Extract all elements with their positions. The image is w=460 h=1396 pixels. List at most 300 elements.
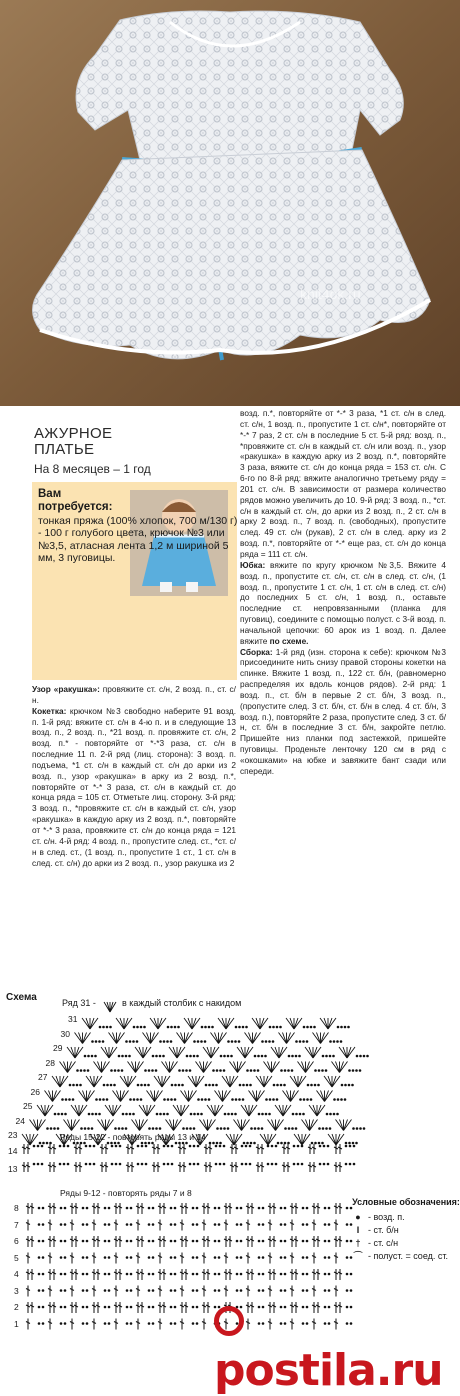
chain-dot bbox=[336, 1113, 339, 1116]
fan-stitch bbox=[290, 1076, 298, 1087]
title-line-2: ПЛАТЬЕ bbox=[34, 441, 95, 458]
chain-dot bbox=[240, 1223, 243, 1226]
chain-dot bbox=[223, 1069, 226, 1072]
chain-dot bbox=[121, 1127, 124, 1130]
fan-stitch bbox=[287, 1091, 291, 1102]
fan-stitch bbox=[226, 1134, 234, 1145]
chain-dot bbox=[167, 1163, 170, 1166]
fan-stitch bbox=[283, 1091, 291, 1102]
fan-stitch bbox=[147, 1105, 155, 1116]
fan-stitch bbox=[260, 1018, 268, 1029]
chain-dot bbox=[54, 1113, 57, 1116]
chain-dot bbox=[192, 1306, 195, 1309]
chain-dot bbox=[171, 1163, 174, 1166]
chain-dot bbox=[80, 1142, 83, 1145]
chain-dot bbox=[223, 1163, 226, 1166]
chain-dot bbox=[236, 1240, 239, 1243]
chain-dot bbox=[223, 1055, 226, 1058]
chain-dot bbox=[345, 1163, 348, 1166]
chain-dot bbox=[114, 1127, 117, 1130]
legend-text-chain: - возд. п. bbox=[368, 1212, 405, 1222]
fan-stitch bbox=[344, 1120, 348, 1131]
chain-dot bbox=[329, 1127, 332, 1130]
chain-dot bbox=[174, 1084, 177, 1087]
fan-stitch bbox=[192, 1018, 200, 1029]
chain-dot bbox=[82, 1256, 85, 1259]
fan-stitch bbox=[98, 1120, 106, 1131]
chain-dot bbox=[185, 1142, 188, 1145]
fan-stitch bbox=[79, 1091, 87, 1102]
fan-stitch bbox=[302, 1120, 310, 1131]
chain-dot bbox=[322, 1127, 325, 1130]
chain-dot bbox=[258, 1113, 261, 1116]
fan-stitch bbox=[188, 1018, 192, 1029]
chain-dot bbox=[318, 1069, 321, 1072]
chain-dot bbox=[38, 1322, 41, 1325]
chain-dot bbox=[306, 1098, 309, 1101]
chain-dot bbox=[145, 1145, 148, 1148]
chain-dot bbox=[119, 1163, 122, 1166]
chain-dot bbox=[85, 1163, 88, 1166]
row-number: 25 bbox=[23, 1101, 33, 1111]
chain-dot bbox=[64, 1306, 67, 1309]
chain-dot bbox=[196, 1223, 199, 1226]
fan-stitch bbox=[181, 1105, 189, 1116]
chain-dot bbox=[306, 1256, 309, 1259]
chain-dot bbox=[204, 1026, 207, 1029]
chain-dot bbox=[152, 1289, 155, 1292]
chain-dot bbox=[129, 1113, 132, 1116]
chain-dot bbox=[148, 1240, 151, 1243]
crochet-scheme bbox=[0, 984, 460, 1396]
chain-dot bbox=[340, 1026, 343, 1029]
chain-dot bbox=[318, 1142, 321, 1145]
chain-dot bbox=[130, 1273, 133, 1276]
chain-dot bbox=[299, 1098, 302, 1101]
chain-dot bbox=[148, 1289, 151, 1292]
chain-dot bbox=[133, 1026, 136, 1029]
fan-stitch bbox=[324, 1018, 328, 1029]
fan-stitch bbox=[291, 1091, 299, 1102]
chain-dot bbox=[265, 1040, 268, 1043]
chain-dot bbox=[348, 1142, 351, 1145]
chain-dot bbox=[333, 1113, 336, 1116]
chain-dot bbox=[95, 1113, 98, 1116]
fan-stitch bbox=[109, 1033, 117, 1044]
chain-dot bbox=[277, 1142, 280, 1145]
chain-dot bbox=[262, 1289, 265, 1292]
fan-stitch bbox=[139, 1105, 147, 1116]
chain-dot bbox=[324, 1289, 327, 1292]
chain-dot bbox=[223, 1145, 226, 1148]
chain-dot bbox=[104, 1322, 107, 1325]
fan-stitch bbox=[260, 1134, 268, 1145]
fan-stitch bbox=[241, 1105, 249, 1116]
chain-dot bbox=[345, 1142, 348, 1145]
chain-dot bbox=[196, 1289, 199, 1292]
chain-dot bbox=[159, 1040, 162, 1043]
fan-stitch bbox=[105, 1047, 109, 1058]
chain-dot bbox=[238, 1040, 241, 1043]
chain-dot bbox=[144, 1069, 147, 1072]
row-number: 30 bbox=[60, 1028, 70, 1039]
chain-dot bbox=[310, 1084, 313, 1087]
chain-dot bbox=[231, 1040, 234, 1043]
chain-dot bbox=[76, 1069, 79, 1072]
chain-dot bbox=[306, 1240, 309, 1243]
row-number: 8 bbox=[14, 1203, 19, 1213]
row-number: 26 bbox=[30, 1086, 40, 1097]
chain-dot bbox=[125, 1055, 128, 1058]
chain-dot bbox=[148, 1322, 151, 1325]
chain-dot bbox=[346, 1223, 349, 1226]
fan-stitch bbox=[230, 1134, 234, 1145]
fan-stitch bbox=[347, 1047, 355, 1058]
chain-dot bbox=[104, 1240, 107, 1243]
fan-stitch bbox=[196, 1076, 200, 1087]
fan-stitch bbox=[256, 1018, 260, 1029]
fan-stitch bbox=[238, 1062, 246, 1073]
chain-dot bbox=[359, 1127, 362, 1130]
chain-dot bbox=[117, 1069, 120, 1072]
chain-dot bbox=[148, 1127, 151, 1130]
materials-text: тонкая пряжа (100% хлопок, 700 м/130 г) - 100 г голубого цвета, крючок №3 или №3,5, атласная лента 1,2 м шириной 5 мм, 3 пуговицы. bbox=[38, 515, 238, 564]
repeat-note-15-22: Ряды 15-22 - повторять ряды 13 и 14 bbox=[60, 1132, 206, 1142]
fan-stitch bbox=[287, 1033, 295, 1044]
chain-dot bbox=[141, 1163, 144, 1166]
fan-stitch bbox=[151, 1033, 159, 1044]
chain-dot bbox=[80, 1069, 83, 1072]
chain-dot bbox=[276, 1026, 279, 1029]
fan-stitch bbox=[279, 1047, 283, 1058]
chain-dot bbox=[67, 1145, 70, 1148]
fan-stitch bbox=[174, 1120, 178, 1131]
chain-dot bbox=[182, 1127, 185, 1130]
chain-dot bbox=[346, 1273, 349, 1276]
fan-stitch bbox=[113, 1091, 121, 1102]
chain-dot bbox=[167, 1026, 170, 1029]
chain-dot bbox=[76, 1142, 79, 1145]
fan-stitch bbox=[200, 1120, 208, 1131]
fan-stitch bbox=[325, 1091, 333, 1102]
fan-stitch bbox=[75, 1033, 83, 1044]
chain-dot bbox=[178, 1069, 181, 1072]
chain-dot bbox=[83, 1142, 86, 1145]
chain-dot bbox=[340, 1040, 343, 1043]
chain-dot bbox=[267, 1145, 270, 1148]
chain-dot bbox=[253, 1142, 256, 1145]
chain-dot bbox=[359, 1055, 362, 1058]
chain-dot bbox=[91, 1113, 94, 1116]
chain-dot bbox=[280, 1069, 283, 1072]
fan-stitch bbox=[177, 1047, 185, 1058]
chain-dot bbox=[254, 1127, 257, 1130]
chain-dot bbox=[214, 1273, 217, 1276]
row-number: 3 bbox=[14, 1285, 19, 1296]
chain-dot bbox=[197, 1113, 200, 1116]
fan-stitch bbox=[117, 1033, 121, 1044]
chain-dot bbox=[236, 1207, 239, 1210]
chain-dot bbox=[193, 1145, 196, 1148]
fan-stitch bbox=[68, 1062, 72, 1073]
fan-stitch bbox=[170, 1062, 178, 1073]
chain-dot bbox=[64, 1322, 67, 1325]
instructions-left-column bbox=[32, 684, 236, 868]
chain-dot bbox=[102, 1040, 105, 1043]
chain-dot bbox=[104, 1223, 107, 1226]
chain-dot bbox=[193, 1163, 196, 1166]
fan-stitch bbox=[109, 1047, 113, 1058]
fan-stitch bbox=[109, 1105, 113, 1116]
chain-dot bbox=[84, 1055, 87, 1058]
fan-stitch bbox=[155, 1091, 159, 1102]
fan-stitch bbox=[287, 1033, 291, 1044]
fan-stitch bbox=[203, 1047, 211, 1058]
fan-stitch bbox=[170, 1062, 174, 1073]
chain-dot bbox=[151, 1142, 154, 1145]
chain-dot bbox=[348, 1084, 351, 1087]
chain-dot bbox=[126, 1207, 129, 1210]
fan-stitch bbox=[222, 1018, 226, 1029]
chain-dot bbox=[82, 1273, 85, 1276]
chain-dot bbox=[106, 1098, 109, 1101]
chain-dot bbox=[287, 1069, 290, 1072]
fan-stitch bbox=[242, 1120, 246, 1131]
row-number: 28 bbox=[45, 1057, 55, 1068]
fan-stitch bbox=[113, 1033, 117, 1044]
fan-stitch bbox=[237, 1047, 245, 1058]
article-title bbox=[34, 426, 112, 458]
chain-dot bbox=[86, 1273, 89, 1276]
repeat-note-9-12: Ряды 9-12 - повторять ряды 7 и 8 bbox=[60, 1188, 192, 1198]
chain-dot bbox=[89, 1163, 92, 1166]
chain-dot bbox=[284, 1289, 287, 1292]
chain-dot bbox=[200, 1113, 203, 1116]
chain-dot bbox=[346, 1289, 349, 1292]
row-31-note: в каждый столбик с накидом bbox=[122, 998, 242, 1008]
chain-dot bbox=[197, 1163, 200, 1166]
chain-dot bbox=[39, 1142, 42, 1145]
chain-dot bbox=[366, 1055, 369, 1058]
chain-dot bbox=[182, 1142, 185, 1145]
postila-logo-icon bbox=[214, 1306, 244, 1336]
fan-stitch bbox=[294, 1076, 298, 1087]
chain-dot bbox=[356, 1055, 359, 1058]
fan-stitch bbox=[283, 1033, 287, 1044]
fan-stitch bbox=[109, 1047, 117, 1058]
chain-dot bbox=[328, 1207, 331, 1210]
fan-stitch bbox=[332, 1062, 340, 1073]
fan-stitch bbox=[189, 1091, 197, 1102]
chain-dot bbox=[192, 1207, 195, 1210]
skirt-scheme-ref: по схеме. bbox=[269, 635, 309, 646]
chain-dot bbox=[214, 1223, 217, 1226]
chain-dot bbox=[155, 1069, 158, 1072]
chain-dot bbox=[356, 1127, 359, 1130]
fan-stitch bbox=[86, 1018, 90, 1029]
fan-stitch bbox=[30, 1134, 38, 1145]
chain-dot bbox=[218, 1223, 221, 1226]
chain-dot bbox=[126, 1289, 129, 1292]
fan-stitch bbox=[185, 1091, 189, 1102]
fan-stitch bbox=[150, 1018, 158, 1029]
legend-text-dc: - ст. с/н bbox=[368, 1238, 399, 1248]
chain-dot bbox=[53, 1127, 56, 1130]
row-31-label: Ряд 31 - bbox=[62, 998, 96, 1008]
fan-stitch bbox=[132, 1120, 140, 1131]
fan-stitch bbox=[128, 1076, 132, 1087]
chain-dot bbox=[349, 1145, 352, 1148]
chain-dot bbox=[257, 1069, 260, 1072]
chain-dot bbox=[170, 1098, 173, 1101]
chain-dot bbox=[42, 1322, 45, 1325]
chain-dot bbox=[57, 1113, 60, 1116]
fan-stitch bbox=[116, 1018, 124, 1029]
fan-stitch bbox=[68, 1062, 76, 1073]
fan-stitch bbox=[294, 1018, 302, 1029]
chain-dot bbox=[104, 1256, 107, 1259]
fan-stitch bbox=[22, 1134, 30, 1145]
chain-dot bbox=[236, 1256, 239, 1259]
fan-stitch bbox=[340, 1062, 348, 1073]
chain-dot bbox=[82, 1289, 85, 1292]
chain-dot bbox=[240, 1240, 243, 1243]
chain-dot bbox=[115, 1163, 118, 1166]
chain-dot bbox=[321, 1142, 324, 1145]
fan-stitch bbox=[79, 1033, 83, 1044]
chain-dot bbox=[239, 1084, 242, 1087]
shell-pattern-text: провяжите ст. с/н, 2 возд. п., ст. с/н. bbox=[32, 684, 236, 705]
chain-dot bbox=[64, 1207, 67, 1210]
chain-dot bbox=[196, 1322, 199, 1325]
chain-dot bbox=[37, 1163, 40, 1166]
chain-dot bbox=[108, 1322, 111, 1325]
fan-stitch bbox=[347, 1047, 351, 1058]
chain-dot bbox=[130, 1306, 133, 1309]
chain-dot bbox=[359, 1069, 362, 1072]
chain-dot bbox=[113, 1084, 116, 1087]
chain-dot bbox=[118, 1127, 121, 1130]
fan-stitch bbox=[260, 1018, 264, 1029]
chain-dot bbox=[59, 1163, 62, 1166]
chain-dot bbox=[79, 1084, 82, 1087]
chain-dot bbox=[212, 1084, 215, 1087]
chain-dot bbox=[99, 1026, 102, 1029]
chain-dot bbox=[220, 1055, 223, 1058]
chain-dot bbox=[103, 1084, 106, 1087]
fan-stitch bbox=[184, 1018, 192, 1029]
chain-dot bbox=[38, 1240, 41, 1243]
chain-dot bbox=[130, 1289, 133, 1292]
fan-stitch bbox=[162, 1076, 170, 1087]
fan-stitch bbox=[211, 1047, 215, 1058]
chain-dot bbox=[302, 1223, 305, 1226]
chain-dot bbox=[333, 1098, 336, 1101]
chain-dot bbox=[122, 1113, 125, 1116]
fan-stitch bbox=[86, 1076, 94, 1087]
chain-dot bbox=[125, 1127, 128, 1130]
chain-dot bbox=[205, 1084, 208, 1087]
chain-dot bbox=[314, 1142, 317, 1145]
fan-stitch bbox=[60, 1076, 64, 1087]
chain-dot bbox=[83, 1069, 86, 1072]
chain-dot bbox=[272, 1026, 275, 1029]
chain-dot bbox=[204, 1098, 207, 1101]
fan-stitch bbox=[75, 1047, 83, 1058]
chain-dot bbox=[63, 1163, 66, 1166]
chain-dot bbox=[287, 1142, 290, 1145]
chain-dot bbox=[258, 1256, 261, 1259]
chain-dot bbox=[250, 1127, 253, 1130]
fan-stitch bbox=[173, 1105, 181, 1116]
fan-stitch bbox=[102, 1062, 106, 1073]
fan-stitch bbox=[154, 1018, 158, 1029]
chain-dot bbox=[291, 1055, 294, 1058]
chain-dot bbox=[250, 1069, 253, 1072]
fan-stitch bbox=[34, 1120, 38, 1131]
row-number: 24 bbox=[15, 1115, 25, 1126]
chain-dot bbox=[159, 1055, 162, 1058]
fan-stitch bbox=[124, 1076, 128, 1087]
chain-dot bbox=[241, 1163, 244, 1166]
chain-dot bbox=[253, 1069, 256, 1072]
assembly-text: 1-й ряд (изн. сторона к себе): крючком №3 присоедините нить снизу правой стороны кокетки на спинке. Вяжите 1 возд. п., 122 ст. б/н, (равномерно распределяя их вдоль концов рядов). 2-й ряд: 1 возд. п., ст. б/н в первые 2 ст. б/н, 3 возд. п., (пропустите след. 3 ст. б/н, ст. б/н в след. 4 ст. б/н, 3 возд. п.), повторяйте 2 раза, пропустите след. 3 ст. б/н, ст. б/н в последние 3 ст. б/н, закройте петлю. Пришейте низ планки под застежкой, пришейте пуговицы. Проденьте ленточку 120 см в ряд с «окошками» на юбке и завяжите бант сзади или спереди. bbox=[240, 646, 446, 776]
chain-dot bbox=[261, 1113, 264, 1116]
chain-dot bbox=[38, 1289, 41, 1292]
fan-stitch bbox=[135, 1047, 143, 1058]
fan-stitch bbox=[279, 1105, 283, 1116]
fan-stitch bbox=[94, 1076, 102, 1087]
fan-stitch bbox=[272, 1062, 280, 1073]
chain-dot bbox=[189, 1163, 192, 1166]
fan-stitch bbox=[272, 1120, 276, 1131]
chain-dot bbox=[73, 1142, 76, 1145]
fan-stitch bbox=[67, 1047, 75, 1058]
chain-dot bbox=[170, 1026, 173, 1029]
chain-dot bbox=[313, 1026, 316, 1029]
chain-dot bbox=[130, 1256, 133, 1259]
chain-dot bbox=[272, 1098, 275, 1101]
chain-dot bbox=[284, 1273, 287, 1276]
chain-dot bbox=[328, 1273, 331, 1276]
fan-stitch bbox=[313, 1047, 321, 1058]
chain-dot bbox=[265, 1113, 268, 1116]
chain-dot bbox=[64, 1273, 67, 1276]
chain-dot bbox=[257, 1127, 260, 1130]
chain-dot bbox=[181, 1084, 184, 1087]
fan-stitch bbox=[226, 1076, 230, 1087]
fan-stitch bbox=[120, 1076, 128, 1087]
chain-dot bbox=[38, 1273, 41, 1276]
fan-stitch bbox=[336, 1120, 344, 1131]
chain-dot bbox=[109, 1026, 112, 1029]
chain-dot bbox=[227, 1113, 230, 1116]
fan-stitch bbox=[241, 1047, 245, 1058]
fan-stitch bbox=[344, 1120, 352, 1131]
chain-dot bbox=[321, 1069, 324, 1072]
chain-dot bbox=[126, 1240, 129, 1243]
chain-dot bbox=[268, 1113, 271, 1116]
fan-stitch bbox=[283, 1105, 291, 1116]
fan-stitch bbox=[218, 1018, 226, 1029]
chain-dot bbox=[130, 1240, 133, 1243]
chain-dot bbox=[111, 1163, 114, 1166]
chain-dot bbox=[302, 1207, 305, 1210]
dress-photo bbox=[0, 0, 460, 406]
fan-stitch bbox=[321, 1033, 325, 1044]
chain-dot bbox=[193, 1127, 196, 1130]
chain-dot bbox=[363, 1127, 366, 1130]
